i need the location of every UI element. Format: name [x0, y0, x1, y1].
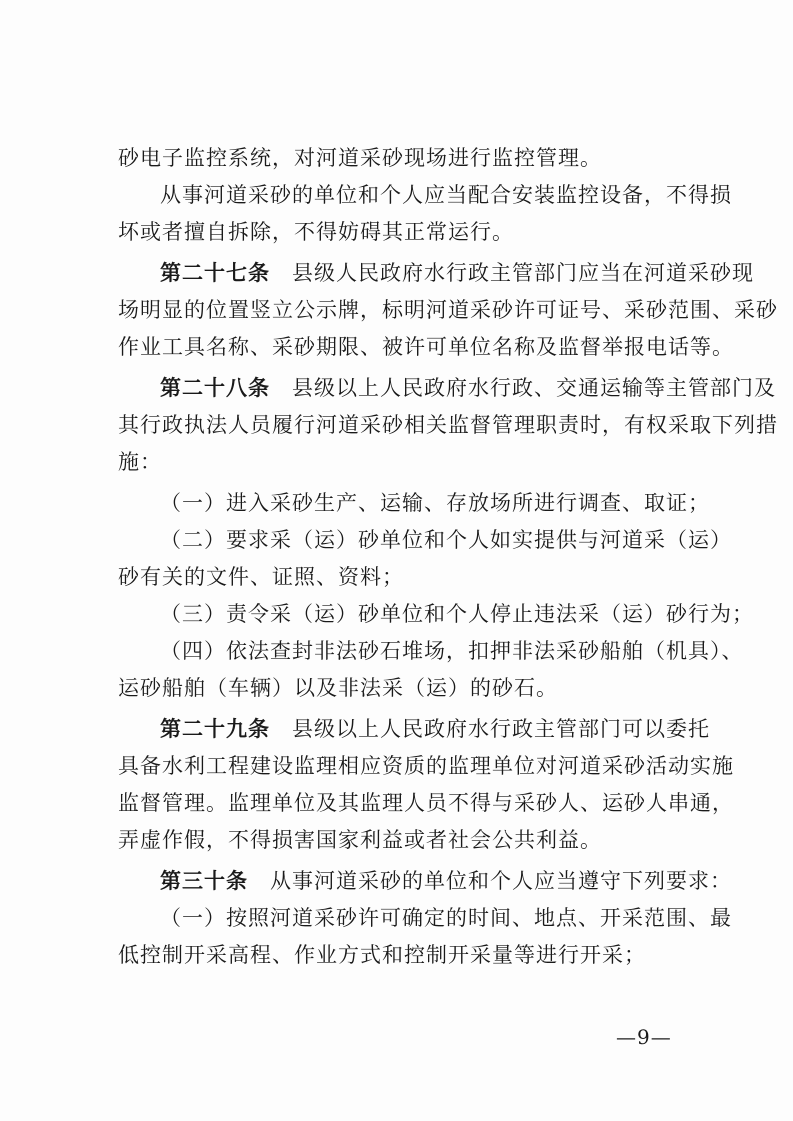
line-text: （一）进入采砂生产、运输、存放场所进行调查、取证； — [160, 491, 710, 515]
text-line — [118, 937, 698, 974]
article-heading: 第三十条 — [160, 869, 248, 893]
line-text: （四）依法查封非法砂石堆场，扣押非法采砂船舶（机具）、 — [160, 639, 744, 663]
text-line — [118, 292, 778, 329]
line-text: 县级以上人民政府水行政主管部门可以委托 — [270, 717, 710, 741]
line-text: 具备水利工程建设监理相应资质的监理单位对河道采砂活动实施 — [118, 754, 734, 778]
text-line — [118, 748, 734, 785]
text-line — [118, 140, 698, 177]
line-text: 砂有关的文件、证照、资料； — [118, 565, 404, 589]
text-line — [118, 596, 754, 633]
line-text: 其行政执法人员履行河道采砂相关监督管理职责时，有权采取下列措 — [118, 413, 778, 437]
line-text: 施： — [118, 450, 162, 474]
text-line — [118, 863, 732, 900]
text-line — [118, 522, 732, 559]
line-text: 场明显的位置竖立公示牌，标明河道采砂许可证号、采砂范围、采砂 — [118, 298, 778, 322]
article-heading: 第二十八条 — [160, 376, 270, 400]
article-heading: 第二十七条 — [160, 261, 270, 285]
line-text: 低控制开采高程、作业方式和控制开采量等进行开采； — [118, 943, 646, 967]
line-text: 弄虚作假，不得损害国家利益或者社会公共利益。 — [118, 828, 602, 852]
line-text: 县级以上人民政府水行政、交通运输等主管部门及 — [270, 376, 776, 400]
text-line — [118, 329, 734, 366]
line-text: （二）要求采（运）砂单位和个人如实提供与河道采（运） — [160, 528, 732, 552]
line-text: 监督管理。监理单位及其监理人员不得与采砂人、运砂人串通， — [118, 791, 734, 815]
document-body — [118, 140, 778, 974]
article-heading: 第二十九条 — [160, 717, 270, 741]
text-line — [118, 822, 698, 859]
text-line — [118, 670, 698, 707]
line-text: 县级人民政府水行政主管部门应当在河道采砂现 — [270, 261, 754, 285]
line-text: （一）按照河道采砂许可确定的时间、地点、开采范围、最 — [160, 906, 732, 930]
text-line — [118, 177, 732, 214]
text-line — [118, 485, 710, 522]
line-text: 运砂船舶（车辆）以及非法采（运）的砂石。 — [118, 676, 558, 700]
line-text: 从事河道采砂的单位和个人应当配合安装监控设备，不得损 — [160, 183, 732, 207]
line-text: 作业工具名称、采砂期限、被许可单位名称及监督举报电话等。 — [118, 335, 734, 359]
page-number: —9— — [616, 1025, 672, 1049]
line-text: （三）责令采（运）砂单位和个人停止违法采（运）砂行为； — [160, 602, 754, 626]
text-line — [118, 370, 776, 407]
line-text: 坏或者擅自拆除，不得妨碍其正常运行。 — [118, 220, 514, 244]
text-line — [118, 214, 698, 251]
line-text: 砂电子监控系统，对河道采砂现场进行监控管理。 — [118, 146, 602, 170]
line-text: 从事河道采砂的单位和个人应当遵守下列要求： — [248, 869, 732, 893]
text-line — [118, 559, 698, 596]
text-line — [118, 633, 744, 670]
text-line — [118, 255, 754, 292]
text-line — [118, 785, 734, 822]
text-line — [118, 444, 698, 481]
text-line — [118, 711, 710, 748]
text-line — [118, 900, 732, 937]
text-line — [118, 407, 778, 444]
